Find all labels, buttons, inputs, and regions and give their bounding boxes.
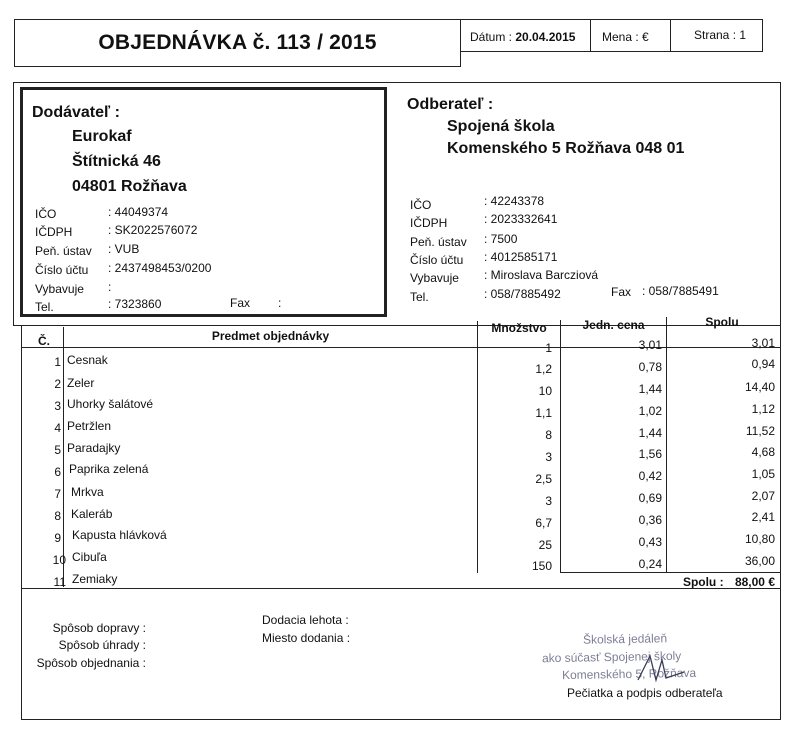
row-total: 1,05 [751,467,775,481]
customer-bank: : 7500 [484,232,518,246]
customer-handler: : Miroslava Barcziová [484,268,599,282]
date-label: Dátum : [470,30,513,44]
supplier-icdph-label: IČDPH [35,225,73,239]
row-price: 1,02 [638,404,662,418]
supplier-icdph: : SK2022576072 [108,223,198,237]
supplier-city: 04801 Rožňava [72,178,187,195]
customer-bank-label: Peň. ústav [410,235,467,249]
row-item: Cesnak [67,353,108,367]
row-price: 0,24 [638,557,662,571]
row-no: 3 [54,399,61,413]
row-item: Paradajky [67,441,121,455]
row-item: Cibuľa [72,550,107,564]
row-qty: 1,1 [535,406,552,420]
row-price: 1,44 [638,382,662,396]
col-header-total: Spolu [705,315,739,329]
customer-handler-label: Vybavuje [410,271,459,285]
sum-label: Spolu : [682,575,724,589]
signature-icon [632,650,692,690]
row-no: 9 [54,531,61,545]
row-total: 11,52 [745,424,775,438]
sum-field [600,575,775,589]
customer-tel-label: Tel. [410,290,429,304]
customer-heading: Odberateľ : [407,96,494,113]
date-field [470,30,575,44]
supplier-account: : 2437498453/0200 [108,261,212,275]
col-divider-price [666,317,667,573]
row-no: 8 [54,509,61,523]
row-price: 0,42 [638,469,662,483]
customer-icdph: : 2023332641 [484,212,558,226]
row-qty: 150 [531,559,552,573]
row-total: 4,68 [751,445,775,459]
row-total: 10,80 [744,532,775,546]
delivery-place-label: Miesto dodania : [262,631,351,645]
supplier-bank-label: Peň. ústav [35,244,92,258]
supplier-fax: : [278,296,282,310]
row-qty: 1,2 [535,362,552,376]
supplier-ico-label: IČO [35,207,57,221]
items-table-frame [21,325,781,589]
row-total: 2,07 [751,489,775,503]
currency-field [602,30,649,44]
document-title: OBJEDNÁVKA č. 113 / 2015 [98,31,377,54]
row-qty: 25 [538,538,552,552]
row-price: 0,78 [638,360,662,374]
row-price: 1,44 [638,426,662,440]
row-item: Uhorky šalátové [67,397,154,411]
row-qty: 3 [545,450,552,464]
row-qty: 6,7 [535,516,552,530]
col-header-qty: Množstvo [491,321,547,335]
col-header-price: Jedn. cena [582,318,645,332]
stamp-line-2: ako súčasť Spojenej školy [541,648,682,666]
supplier-tel-label: Tel. [35,300,54,314]
row-no: 7 [54,487,61,501]
supplier-fax-label: Fax [230,296,251,310]
row-item: Zemiaky [72,572,118,586]
supplier-handler-label: Vybavuje [35,282,84,296]
row-total: 1,12 [751,402,775,416]
supplier-ico: : 44049374 [108,205,169,219]
supplier-heading: Dodávateľ : [32,104,120,121]
row-item: Zeler [67,376,95,390]
transport-label: Spôsob dopravy : [52,621,146,635]
row-price: 1,56 [638,447,662,461]
row-no: 2 [54,377,61,391]
row-no: 4 [54,421,61,435]
col-divider-qty [560,320,561,573]
row-total: 36,00 [744,554,775,568]
sum-rule [560,572,781,573]
row-item: Petržlen [67,419,112,433]
row-qty: 2,5 [535,472,552,486]
row-total: 0,94 [751,357,775,371]
currency-label: Mena : [602,30,639,44]
page-field [694,28,746,42]
row-total: 2,41 [751,510,775,524]
row-total: 3,01 [751,336,775,350]
row-qty: 3 [545,494,552,508]
row-price: 0,43 [638,535,662,549]
col-divider-item [477,321,478,573]
customer-account-label: Číslo účtu [410,253,464,267]
supplier-handler: : [108,280,112,294]
sum-value: 88,00 € [734,575,775,589]
row-item: Kapusta hlávková [72,528,167,542]
col-header-item: Predmet objednávky [211,329,330,343]
currency-value: € [642,30,649,44]
supplier-name: Eurokaf [72,128,132,145]
row-no: 1 [54,355,61,369]
stamp-line-1: Školská jedáleň [582,631,668,647]
order-method-label: Spôsob objednania : [36,656,146,670]
row-total: 14,40 [744,380,775,394]
row-no: 5 [54,443,61,457]
customer-name: Spojená škola [447,118,555,135]
page-value: 1 [739,28,747,42]
delivery-term-label: Dodacia lehota : [262,613,349,627]
stamp-line-3: Komenského 5, Rožňava [561,665,697,683]
row-qty: 10 [538,384,552,398]
row-item: Paprika zelená [69,462,149,476]
row-qty: 1 [545,341,552,355]
customer-fax: : 058/7885491 [642,284,719,298]
row-no: 6 [54,465,61,479]
supplier-tel: : 7323860 [108,297,162,311]
supplier-bank: : VUB [108,242,140,256]
col-divider-no [63,327,64,587]
stamp-caption: Pečiatka a podpis odberateľa [567,686,723,700]
customer-address: Komenského 5 Rožňava 048 01 [447,140,685,157]
row-price: 0,69 [638,491,662,505]
table-header-rule [21,347,781,348]
date-value: 20.04.2015 [515,30,576,44]
customer-ico: : 42243378 [484,194,545,208]
customer-fax-label: Fax [611,285,632,299]
payment-label: Spôsob úhrady : [58,638,146,652]
customer-account: : 4012585171 [484,250,558,264]
col-header-no: Č. [38,334,50,348]
row-item: Mrkva [71,485,104,499]
customer-icdph-label: IČDPH [410,216,448,230]
row-item: Kaleráb [71,507,113,521]
supplier-account-label: Číslo účtu [35,263,89,277]
customer-ico-label: IČO [410,198,432,212]
page-label: Strana : [694,28,737,42]
row-no: 10 [52,553,66,567]
row-no: 11 [53,575,66,589]
supplier-street: Štítnická 46 [72,153,161,170]
row-price: 3,01 [638,338,662,352]
customer-tel: : 058/7885492 [484,287,561,301]
row-qty: 8 [545,428,552,442]
row-price: 0,36 [638,513,662,527]
